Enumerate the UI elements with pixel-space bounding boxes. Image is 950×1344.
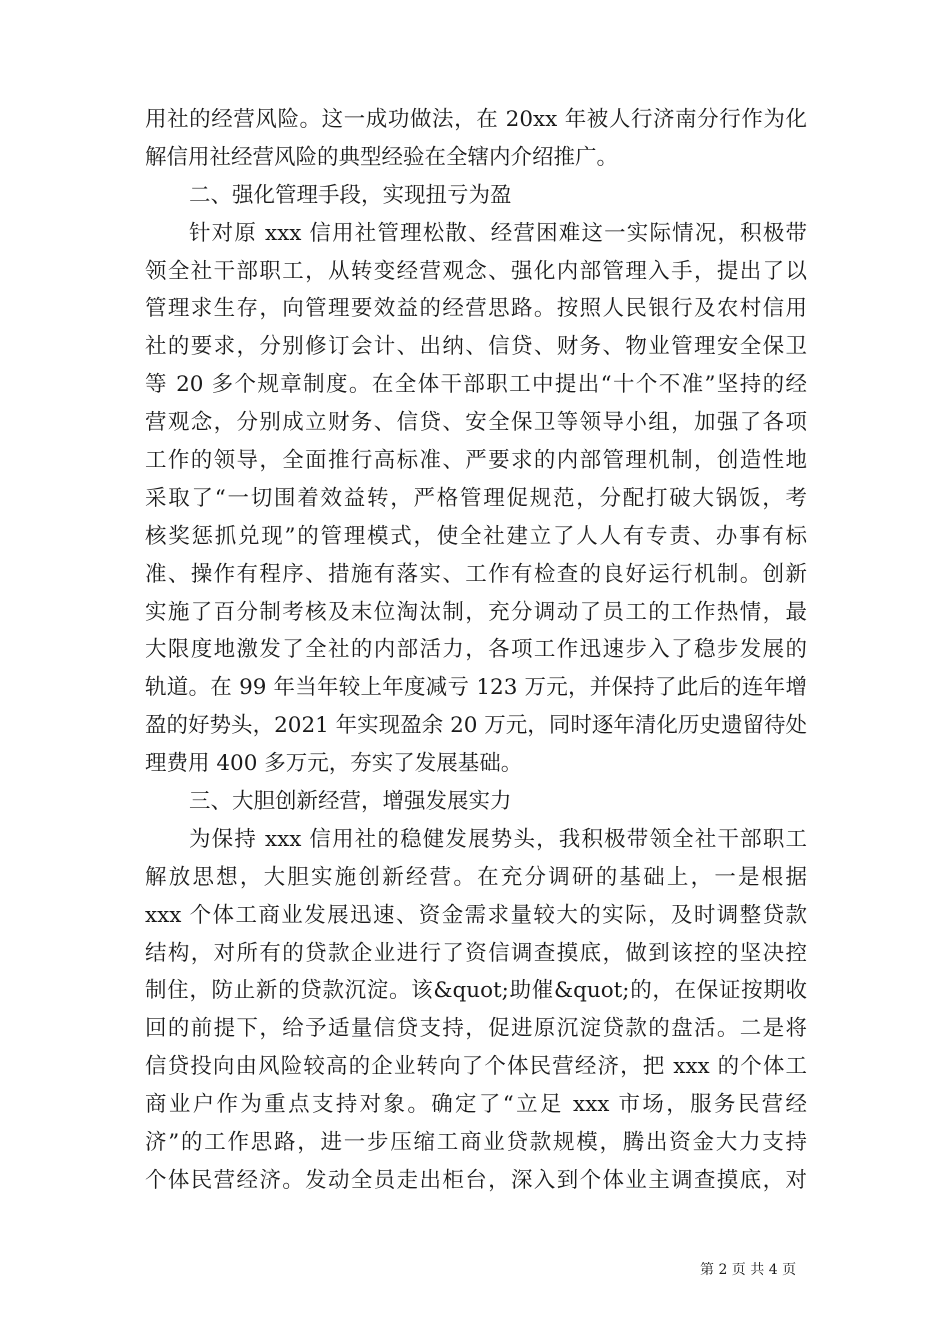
paragraph-line: 用社的经营风险。这一成功做法，在 20xx 年被人行济南分行作为化 [145, 107, 807, 132]
paragraph-line: 管理求生存，向管理要效益的经营思路。按照人民银行及农村信用 [145, 296, 807, 322]
paragraph-line: 制住，防止新的贷款沉淀。该&quot;助催&quot;的，在保证按期收 [145, 978, 807, 1004]
paragraph-line: 采取了“一切围着效益转，严格管理促规范，分配打破大锅饭，考 [145, 485, 807, 511]
page-number: 第 2 页 共 4 页 [700, 1262, 797, 1278]
paragraph-line: 工作的领导，全面推行高标准、严要求的内部管理机制，创造性地 [145, 448, 807, 474]
paragraph-line: 个体民营经济。发动全员走出柜台，深入到个体业主调查摸底，对 [145, 1167, 807, 1193]
paragraph-line: 准、操作有程序、措施有落实、工作有检查的良好运行机制。创新 [145, 561, 807, 587]
paragraph-line: 盈的好势头，2021 年实现盈余 20 万元，同时逐年清化历史遗留待处 [145, 713, 807, 739]
paragraph-line: 结构，对所有的贷款企业进行了资信调查摸底，做到该控的坚决控 [145, 940, 807, 966]
paragraph-line: 针对原 xxx 信用社管理松散、经营困难这一实际情况，积极带 [189, 220, 807, 246]
paragraph-line: 解信用社经营风险的典型经验在全辖内介绍推广。 [145, 144, 619, 170]
section-heading: 二、强化管理手段，实现扭亏为盈 [189, 182, 512, 208]
paragraph-line: 营观念，分别成立财务、信贷、安全保卫等领导小组，加强了各项 [145, 410, 807, 436]
paragraph-line: 信贷投向由风险较高的企业转向了个体民营经济，把 xxx 的个体工 [145, 1054, 807, 1080]
paragraph-line: 济”的工作思路，进一步压缩工商业贷款规模，腾出资金大力支持 [145, 1130, 807, 1156]
paragraph-line: 核奖惩抓兑现”的管理模式，使全社建立了人人有专责、办事有标 [145, 523, 807, 549]
paragraph-line: 解放思想，大胆实施创新经营。在充分调研的基础上，一是根据 [145, 864, 807, 890]
paragraph-line: 商业户作为重点支持对象。确定了“立足 xxx 市场，服务民营经 [145, 1092, 807, 1118]
paragraph-line: 等 20 多个规章制度。在全体干部职工中提出“十个不准”坚持的经 [145, 372, 807, 398]
paragraph-line: 实施了百分制考核及末位淘汰制，充分调动了员工的工作热情，最 [145, 599, 807, 625]
paragraph-line: 为保持 xxx 信用社的稳健发展势头，我积极带领全社干部职工 [189, 826, 807, 852]
paragraph-line: 理费用 400 多万元，夯实了发展基础。 [145, 751, 523, 777]
paragraph-line: 轨道。在 99 年当年较上年度减亏 123 万元，并保持了此后的连年增 [145, 675, 807, 701]
paragraph-line: xxx 个体工商业发展迅速、资金需求量较大的实际，及时调整贷款 [145, 902, 807, 928]
document-body [145, 101, 807, 1200]
section-heading: 三、大胆创新经营，增强发展实力 [189, 789, 512, 815]
paragraph-line: 社的要求，分别修订会计、出纳、信贷、财务、物业管理安全保卫 [145, 334, 807, 360]
paragraph-line: 领全社干部职工，从转变经营观念、强化内部管理入手，提出了以 [145, 258, 807, 284]
paragraph-line: 回的前提下，给予适量信贷支持，促进原沉淀贷款的盘活。二是将 [145, 1016, 807, 1042]
paragraph-line: 大限度地激发了全社的内部活力，各项工作迅速步入了稳步发展的 [145, 637, 807, 663]
